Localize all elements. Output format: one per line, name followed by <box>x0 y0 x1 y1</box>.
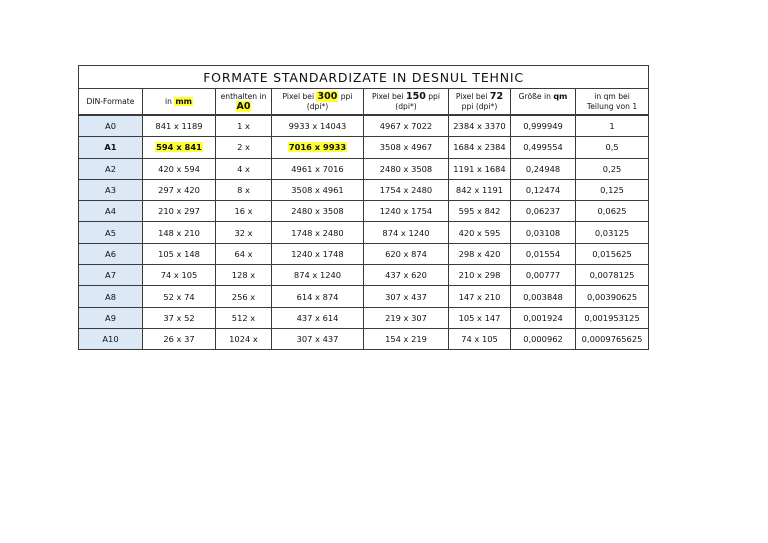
cell-fraction: 0,001953125 <box>576 307 649 328</box>
cell-px-300: 9933 x 14043 <box>272 115 364 137</box>
table-body <box>79 115 649 350</box>
cell-in-a0: 2 x <box>216 137 272 158</box>
cell-area-qm: 0,12474 <box>511 179 576 200</box>
cell-format: A2 <box>79 158 143 179</box>
cell-area-qm: 0,001924 <box>511 307 576 328</box>
cell-area-qm: 0,999949 <box>511 115 576 137</box>
cell-px-300: 1748 x 2480 <box>272 222 364 243</box>
cell-px-72: 842 x 1191 <box>449 179 511 200</box>
cell-px-300: 614 x 874 <box>272 286 364 307</box>
cell-px-150: 4967 x 7022 <box>364 115 449 137</box>
cell-fraction: 0,5 <box>576 137 649 158</box>
cell-format: A0 <box>79 115 143 137</box>
cell-px-72: 2384 x 3370 <box>449 115 511 137</box>
cell-area-qm: 0,499554 <box>511 137 576 158</box>
cell-format: A6 <box>79 243 143 264</box>
cell-format: A5 <box>79 222 143 243</box>
cell-format: A9 <box>79 307 143 328</box>
cell-size-mm: 37 x 52 <box>143 307 216 328</box>
cell-size-mm: 420 x 594 <box>143 158 216 179</box>
cell-fraction: 0,00390625 <box>576 286 649 307</box>
cell-px-72: 74 x 105 <box>449 328 511 349</box>
cell-px-150: 219 x 307 <box>364 307 449 328</box>
cell-size-mm: 210 x 297 <box>143 201 216 222</box>
cell-px-150: 307 x 437 <box>364 286 449 307</box>
header-mm: in mm <box>143 89 216 116</box>
table-row <box>79 115 649 137</box>
cell-in-a0: 1 x <box>216 115 272 137</box>
header-row <box>79 89 649 116</box>
cell-px-300: 2480 x 3508 <box>272 201 364 222</box>
cell-px-300: 3508 x 4961 <box>272 179 364 200</box>
cell-area-qm: 0,03108 <box>511 222 576 243</box>
highlighted-value: A1 <box>104 142 117 153</box>
cell-size-mm: 105 x 148 <box>143 243 216 264</box>
cell-in-a0: 4 x <box>216 158 272 179</box>
cell-fraction: 0,015625 <box>576 243 649 264</box>
cell-area-qm: 0,01554 <box>511 243 576 264</box>
cell-in-a0: 256 x <box>216 286 272 307</box>
cell-format: A7 <box>79 265 143 286</box>
cell-px-72: 105 x 147 <box>449 307 511 328</box>
cell-px-150: 1240 x 1754 <box>364 201 449 222</box>
cell-fraction: 0,0078125 <box>576 265 649 286</box>
cell-in-a0: 128 x <box>216 265 272 286</box>
cell-px-150: 3508 x 4967 <box>364 137 449 158</box>
cell-px-72: 595 x 842 <box>449 201 511 222</box>
cell-format: A3 <box>79 179 143 200</box>
cell-px-150: 620 x 874 <box>364 243 449 264</box>
cell-in-a0: 1024 x <box>216 328 272 349</box>
cell-px-300: 437 x 614 <box>272 307 364 328</box>
table-title: FORMATE STANDARDIZATE IN DESNUL TEHNIC <box>79 66 649 89</box>
table-row <box>79 307 649 328</box>
cell-px-150: 874 x 1240 <box>364 222 449 243</box>
cell-in-a0: 64 x <box>216 243 272 264</box>
cell-px-300: 1240 x 1748 <box>272 243 364 264</box>
cell-px-72: 298 x 420 <box>449 243 511 264</box>
highlighted-value: 594 x 841 <box>156 142 202 153</box>
header-72ppi: Pixel bei 72 ppi (dpi*) <box>449 89 511 116</box>
cell-px-72: 147 x 210 <box>449 286 511 307</box>
cell-px-72: 1191 x 1684 <box>449 158 511 179</box>
cell-size-mm: 841 x 1189 <box>143 115 216 137</box>
cell-fraction: 0,25 <box>576 158 649 179</box>
cell-area-qm: 0,06237 <box>511 201 576 222</box>
cell-fraction: 1 <box>576 115 649 137</box>
header-din: DIN-Formate <box>79 89 143 116</box>
cell-px-300 <box>272 137 364 158</box>
header-150ppi: Pixel bei 150 ppi (dpi*) <box>364 89 449 116</box>
cell-fraction: 0,03125 <box>576 222 649 243</box>
cell-area-qm: 0,000962 <box>511 328 576 349</box>
cell-fraction: 0,0625 <box>576 201 649 222</box>
table-row <box>79 137 649 158</box>
table-row <box>79 265 649 286</box>
cell-format: A10 <box>79 328 143 349</box>
cell-size-mm: 26 x 37 <box>143 328 216 349</box>
table-row <box>79 201 649 222</box>
cell-px-150: 2480 x 3508 <box>364 158 449 179</box>
header-300ppi: Pixel bei 300 ppi (dpi*) <box>272 89 364 116</box>
cell-area-qm: 0,00777 <box>511 265 576 286</box>
cell-fraction: 0,125 <box>576 179 649 200</box>
cell-size-mm: 297 x 420 <box>143 179 216 200</box>
header-qm: Größe in qm <box>511 89 576 116</box>
cell-px-150: 1754 x 2480 <box>364 179 449 200</box>
cell-in-a0: 8 x <box>216 179 272 200</box>
format-table-sheet <box>78 65 648 350</box>
table-row <box>79 158 649 179</box>
cell-in-a0: 512 x <box>216 307 272 328</box>
cell-size-mm: 52 x 74 <box>143 286 216 307</box>
table-row <box>79 243 649 264</box>
cell-format: A8 <box>79 286 143 307</box>
cell-format: A4 <box>79 201 143 222</box>
header-teilung: in qm bei Teilung von 1 <box>576 89 649 116</box>
cell-area-qm: 0,003848 <box>511 286 576 307</box>
cell-area-qm: 0,24948 <box>511 158 576 179</box>
cell-px-72: 210 x 298 <box>449 265 511 286</box>
table-row <box>79 328 649 349</box>
cell-size-mm <box>143 137 216 158</box>
table-row <box>79 286 649 307</box>
table-row <box>79 222 649 243</box>
highlighted-value: 7016 x 9933 <box>288 142 347 153</box>
cell-px-150: 154 x 219 <box>364 328 449 349</box>
cell-format <box>79 137 143 158</box>
table-row <box>79 179 649 200</box>
cell-px-300: 307 x 437 <box>272 328 364 349</box>
cell-px-150: 437 x 620 <box>364 265 449 286</box>
cell-fraction: 0,0009765625 <box>576 328 649 349</box>
cell-px-72: 1684 x 2384 <box>449 137 511 158</box>
cell-in-a0: 16 x <box>216 201 272 222</box>
cell-px-300: 4961 x 7016 <box>272 158 364 179</box>
cell-size-mm: 148 x 210 <box>143 222 216 243</box>
cell-in-a0: 32 x <box>216 222 272 243</box>
cell-px-72: 420 x 595 <box>449 222 511 243</box>
cell-size-mm: 74 x 105 <box>143 265 216 286</box>
header-a0: enthalten in A0 <box>216 89 272 116</box>
cell-px-300: 874 x 1240 <box>272 265 364 286</box>
format-table <box>78 65 649 350</box>
